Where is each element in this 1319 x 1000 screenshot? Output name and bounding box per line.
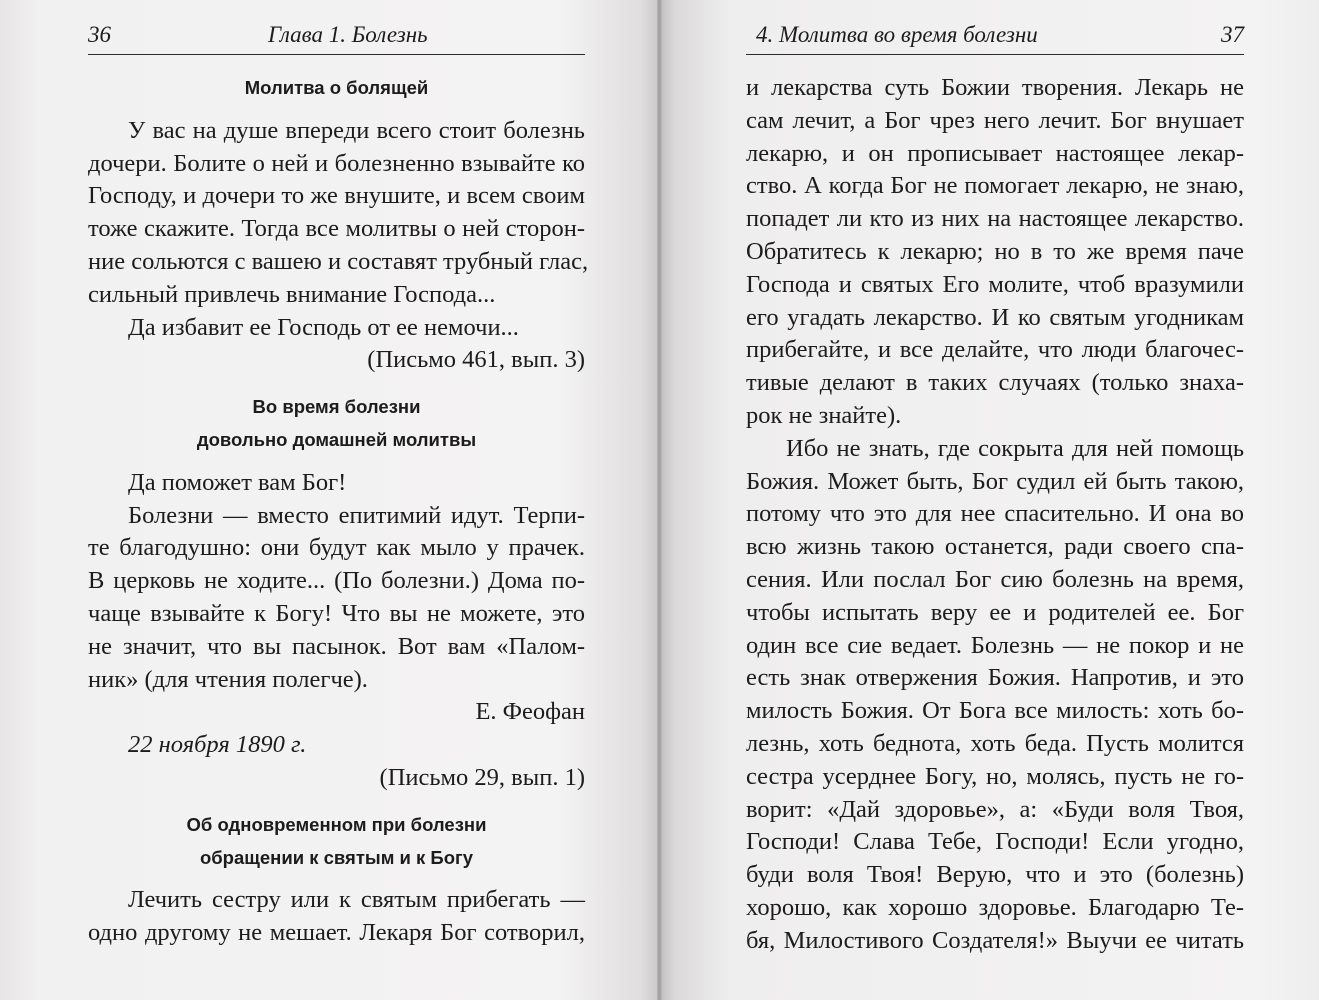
text-line: Обратитесь к лекарю; но в то же время паче xyxy=(746,237,1244,265)
text-line: милость Божия. От Бога все милость: хоть бо- xyxy=(746,697,1244,725)
text-line: потому что это для нее спасительно. И она во xyxy=(746,500,1244,528)
text-line: рок не знайте). xyxy=(746,401,902,429)
text-line: дочери. Болите о ней и болезненно взывайте ко xyxy=(88,149,585,177)
text-line: Господа и святых Его молите, чтоб вразумили xyxy=(746,270,1244,298)
text-line: попадет ли кто из них на настоящее лекарство. xyxy=(746,205,1244,233)
letter-date: 22 ноября 1890 г. xyxy=(128,731,307,759)
text-line: буди воля Твоя! Верую, что и это (болезнь) xyxy=(746,861,1244,889)
running-head: Глава 1. Болезнь xyxy=(268,22,428,47)
text-line: У вас на душе впереди всего стоит болезнь xyxy=(128,116,585,144)
text-line: Лечить сестру или к святым прибегать — xyxy=(128,886,585,914)
left-page-body xyxy=(88,72,589,950)
text-line: В церковь не ходите... (По болезни.) Дома по- xyxy=(88,567,585,595)
text-line: тоже скажите. Тогда все молитвы о ней сторон- xyxy=(88,215,585,243)
section-heading: обращении к святым и к Богу xyxy=(199,846,474,868)
text-line: те благодушно: они будут как мыло у прачек. xyxy=(88,534,585,562)
text-line: его угадать лекарство. И ко святым угодникам xyxy=(746,303,1244,331)
text-line: не значит, что вы пасынок. Вот вам «Палом- xyxy=(88,632,585,660)
right-page-header xyxy=(746,18,1244,55)
text-line: есть знак отвержения Божия. Напротив, и это xyxy=(746,664,1244,692)
text-line: сения. Или послал Бог сию болезнь на время, xyxy=(746,565,1244,593)
section-heading: Молитва о болящей xyxy=(244,77,429,98)
page-number: 36 xyxy=(88,22,111,47)
text-line: сестра усерднее Богу, но, молясь, пусть не го- xyxy=(746,762,1244,790)
text-line: ство. А когда Бог не помогает лекарю, не знаю, xyxy=(746,172,1244,200)
text-line: сам лечит, а Бог чрез него лечит. Бог внушает xyxy=(746,106,1244,134)
text-line: Болезни — вместо епитимий идут. Терпи- xyxy=(128,501,585,529)
text-line: лекарю, и он прописывает настоящее лекар- xyxy=(746,139,1244,167)
text-line: тивые делают в таких случаях (только знаха- xyxy=(746,369,1244,397)
text-line: чаще взывайте к Богу! Что вы не можете, это xyxy=(88,599,585,627)
text-line: Господу, и дочери то же внушите, и всем своим xyxy=(88,182,585,210)
text-line: Да поможет вам Бог! xyxy=(128,468,347,496)
text-line: всю жизнь такою останется, ради своего спа- xyxy=(746,533,1244,561)
text-line: ние сольются с вашею и составят трубный глас, xyxy=(88,247,589,275)
book-gutter xyxy=(657,0,662,1000)
running-head: 4. Молитва во время болезни xyxy=(756,22,1038,47)
text-line: сильный привлечь внимание Господа... xyxy=(88,280,496,308)
source-citation: (Письмо 29, вып. 1) xyxy=(379,763,585,791)
text-line: один все сие ведает. Болезнь — не покор и не xyxy=(746,631,1244,659)
right-page xyxy=(660,0,1319,1000)
text-line: чтобы испытать веру ее и родителей ее. Бог xyxy=(746,598,1244,626)
text-line: и лекарства суть Божии творения. Лекарь не xyxy=(746,74,1244,101)
section-heading: Об одновременном при болезни xyxy=(186,813,487,835)
left-page-header xyxy=(88,18,585,55)
text-line: Да избавит ее Господь от ее немочи... xyxy=(128,313,519,341)
text-line: бя, Милостивого Создателя!» Выучи ее читать xyxy=(746,926,1244,954)
text-line: Господи! Слава Тебе, Господи! Если угодно, xyxy=(746,828,1244,856)
section-heading: Во время болезни xyxy=(252,396,421,418)
page-number: 37 xyxy=(1221,22,1244,47)
text-line: одно другому не мешает. Лекаря Бог сотворил, xyxy=(88,919,585,947)
section-heading: довольно домашней молитвы xyxy=(196,428,477,450)
right-page-body xyxy=(746,72,1244,958)
text-line: ник» (для чтения полегче). xyxy=(88,665,368,693)
signature: Е. Феофан xyxy=(475,698,585,726)
text-line: Ибо не знать, где сокрыта для ней помощь xyxy=(786,434,1244,462)
text-line: лезнь, хоть беднота, хоть беда. Пусть молится xyxy=(746,729,1244,757)
text-line: хорошо, как хорошо здоровье. Благодарю Те- xyxy=(746,893,1244,921)
text-line: прибегайте, и все делайте, что люди благочес- xyxy=(746,336,1244,364)
source-citation: (Письмо 461, вып. 3) xyxy=(367,346,585,374)
text-line: ворит: «Дай здоровье», а: «Буди воля Твоя, xyxy=(746,795,1244,823)
text-line: Божия. Может быть, Бог судил ей быть такою, xyxy=(746,467,1244,495)
